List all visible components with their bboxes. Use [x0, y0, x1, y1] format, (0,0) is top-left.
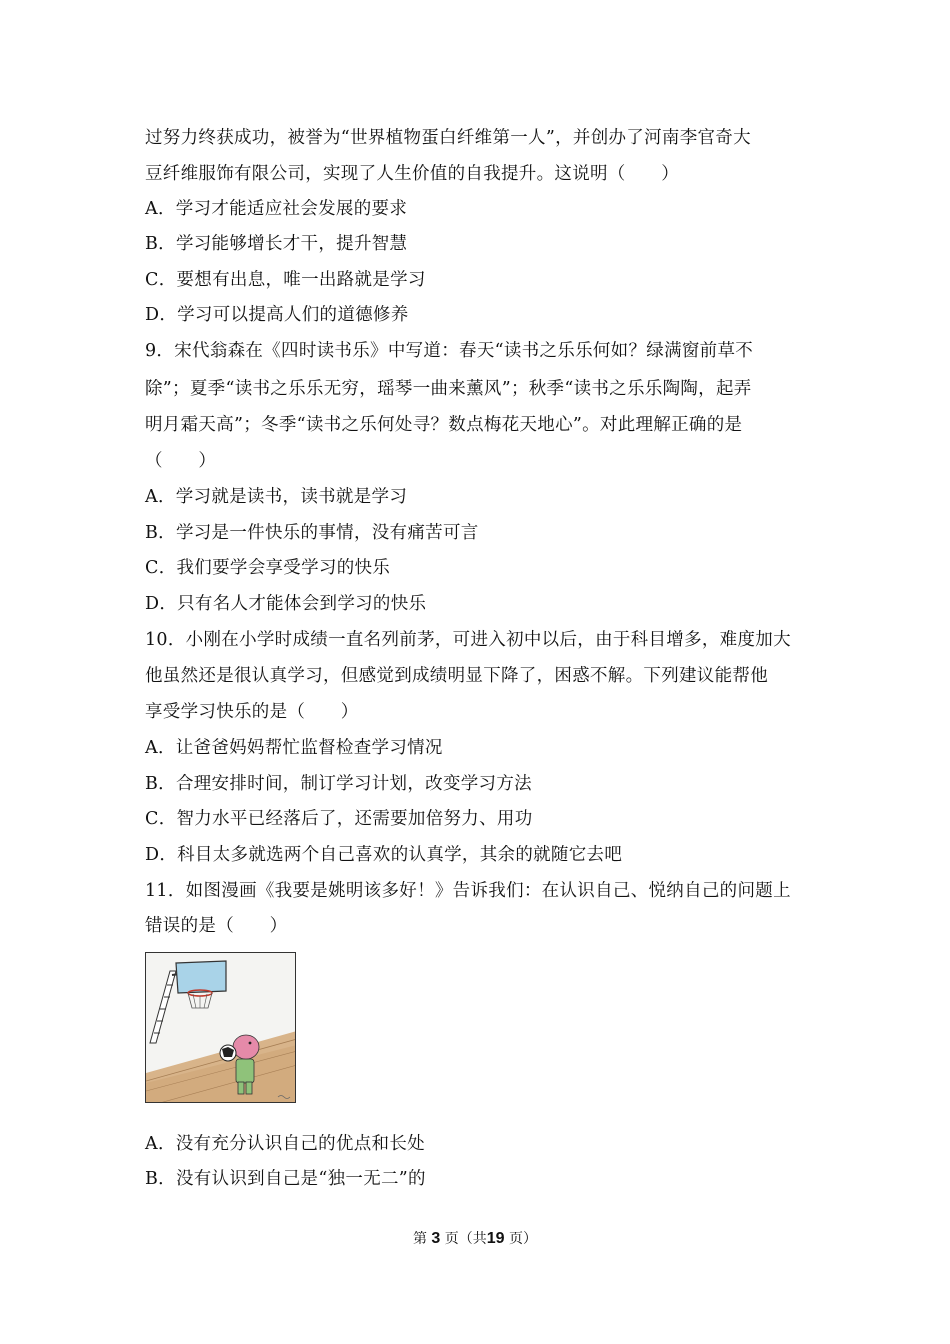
- q9-option-a: A．学习就是读书，读书就是学习: [145, 487, 408, 507]
- footer-prefix: 第: [412, 1231, 427, 1247]
- q9-text-line-3: 明月霜天高”；冬季“读书之乐何处寻？数点梅花天地心”。对此理解正确的是: [145, 415, 743, 435]
- q10-option-c: C．智力水平已经落后了，还需要加倍努力、用功: [145, 809, 533, 829]
- q10-option-b: B．合理安排时间，制订学习计划，改变学习方法: [145, 774, 532, 794]
- q8-option-d: D．学习可以提高人们的道德修养: [145, 305, 409, 325]
- q10-option-a: A．让爸爸妈妈帮忙监督检查学习情况: [145, 738, 443, 758]
- q10-text-line-1: 10．小刚在小学时成绩一直名列前茅，可进入初中以后，由于科目增多，难度加大: [145, 630, 791, 650]
- comic-illustration: [145, 952, 296, 1103]
- q8-option-b: B．学习能够增长才干，提升智慧: [145, 234, 408, 254]
- q8-option-a: A．学习才能适应社会发展的要求: [145, 199, 408, 219]
- q11-text-line-1: 11．如图漫画《我要是姚明该多好！》告诉我们：在认识自己、悦纳自己的问题上: [145, 881, 791, 901]
- q9-option-d: D．只有名人才能体会到学习的快乐: [145, 594, 427, 614]
- q10-option-d: D．科目太多就选两个自己喜欢的认真学，其余的就随它去吧: [145, 845, 623, 865]
- q8-text-line-1: 过努力终获成功，被誉为“世界植物蛋白纤维第一人”，并创办了河南李官奇大: [145, 128, 751, 148]
- q8-text-line-2: 豆纤维服饰有限公司，实现了人生价值的自我提升。这说明（ ）: [145, 164, 679, 184]
- q9-option-c: C．我们要学会享受学习的快乐: [145, 558, 391, 578]
- footer-total-pages: 19: [486, 1230, 505, 1247]
- q11-option-a: A．没有充分认识自己的优点和长处: [145, 1134, 425, 1154]
- q10-text-line-2: 他虽然还是很认真学习，但感觉到成绩明显下降了，困惑不解。下列建议能帮他: [145, 666, 768, 686]
- footer-middle: 页（共: [444, 1231, 487, 1247]
- footer-suffix: 页）: [509, 1231, 538, 1247]
- q8-option-c: C．要想有出息，唯一出路就是学习: [145, 270, 426, 290]
- q9-text-line-2: 除”；夏季“读书之乐乐无穷，瑶琴一曲来薰风”；秋季“读书之乐乐陶陶，起弄: [145, 379, 752, 399]
- q11-option-b: B．没有认识到自己是“独一无二”的: [145, 1169, 426, 1189]
- page-footer: [0, 1229, 950, 1249]
- q9-text-line-1: 9．宋代翁森在《四时读书乐》中写道：春天“读书之乐乐何如？绿满窗前草不: [145, 341, 754, 361]
- q9-option-b: B．学习是一件快乐的事情，没有痛苦可言: [145, 523, 479, 543]
- q11-text-line-2: 错误的是（ ）: [145, 916, 288, 936]
- q10-text-line-3: 享受学习快乐的是（ ）: [145, 702, 359, 722]
- footer-page-number: 3: [431, 1230, 441, 1247]
- q9-text-line-4: （ ）: [145, 451, 217, 471]
